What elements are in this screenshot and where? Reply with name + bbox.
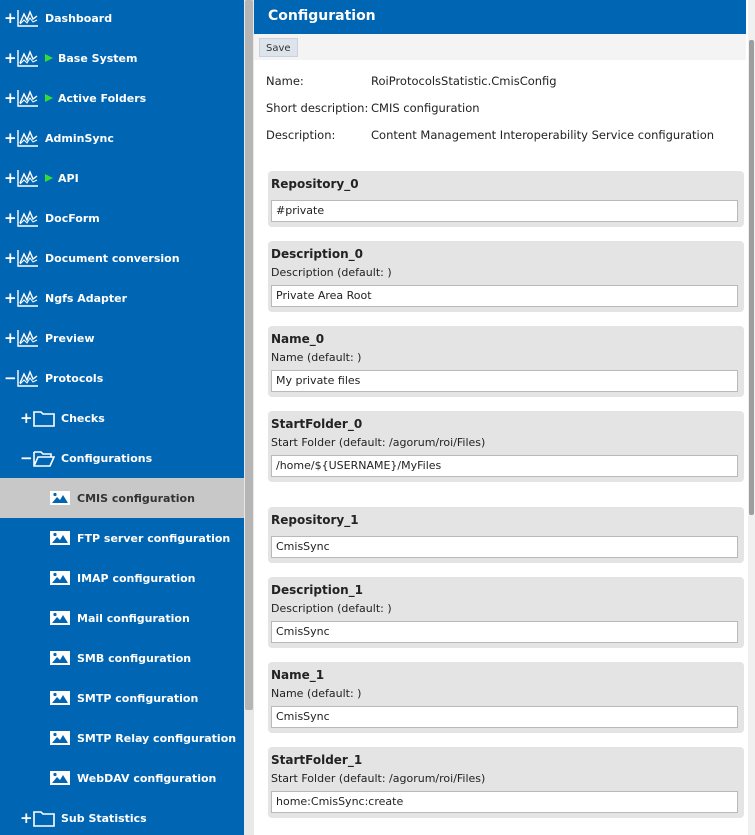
expand-toggle[interactable]: + — [4, 129, 17, 147]
line-chart-icon — [17, 249, 39, 267]
sidebar-item-active-folders[interactable] — [0, 78, 244, 118]
startfolder-1-input[interactable]: home:CmisSync:create — [271, 791, 738, 813]
sidebar-item-label: API — [58, 171, 79, 185]
expand-toggle[interactable]: + — [20, 409, 33, 427]
sidebar-item-configurations[interactable] — [0, 438, 244, 478]
description-1-input[interactable]: CmisSync — [271, 621, 738, 643]
line-chart-icon — [17, 289, 39, 307]
field-group-repository-1 — [268, 507, 744, 563]
sidebar-item-label: Ngfs Adapter — [45, 291, 128, 305]
main-scrollbar[interactable] — [748, 0, 755, 835]
save-button[interactable]: Save — [259, 38, 298, 57]
expand-toggle[interactable]: + — [4, 169, 17, 187]
field-title: Repository_0 — [271, 177, 359, 191]
expand-toggle[interactable]: + — [4, 289, 17, 307]
line-chart-icon — [17, 129, 39, 147]
sidebar-item-label: Preview — [45, 331, 95, 345]
sidebar-item-ftp-server-configuration[interactable] — [0, 518, 244, 558]
image-icon — [49, 650, 71, 666]
active-arrow-icon — [45, 54, 53, 62]
field-hint: Name (default: ) — [271, 351, 362, 364]
field-title: Description_1 — [271, 583, 363, 597]
field-group-description-0 — [268, 241, 744, 312]
toolbar — [254, 34, 746, 60]
sidebar-item-base-system[interactable] — [0, 38, 244, 78]
sidebar-item-label: Checks — [61, 411, 105, 425]
sidebar-item-label: Active Folders — [58, 91, 147, 105]
folder-icon — [33, 809, 55, 827]
field-title: Name_0 — [271, 332, 325, 346]
sidebar-item-adminsync[interactable] — [0, 118, 244, 158]
field-group-description-1 — [268, 577, 744, 648]
line-chart-icon — [17, 9, 39, 27]
sidebar-item-cmis-configuration[interactable] — [0, 478, 244, 518]
collapse-toggle[interactable]: − — [4, 369, 17, 387]
name-value: RoiProtocolsStatistic.CmisConfig — [371, 74, 557, 88]
field-title: Repository_1 — [271, 513, 359, 527]
sidebar-item-label: WebDAV configuration — [77, 771, 217, 785]
sidebar-item-label: SMB configuration — [77, 651, 192, 665]
sidebar-item-protocols[interactable] — [0, 358, 244, 398]
sidebar-item-docform[interactable] — [0, 198, 244, 238]
line-chart-icon — [17, 169, 39, 187]
image-icon — [49, 570, 71, 586]
line-chart-icon — [17, 329, 39, 347]
field-hint: Name (default: ) — [271, 687, 362, 700]
field-title: Description_0 — [271, 247, 363, 261]
short-description-value: CMIS configuration — [371, 101, 480, 115]
field-group-name-0 — [268, 326, 744, 397]
sidebar-item-preview[interactable] — [0, 318, 244, 358]
active-arrow-icon — [45, 174, 53, 182]
field-title: StartFolder_1 — [271, 753, 363, 767]
sidebar-item-smb-configuration[interactable] — [0, 638, 244, 678]
name-label: Name: — [266, 74, 304, 88]
sidebar-item-label: Dashboard — [45, 11, 113, 25]
field-title: StartFolder_0 — [271, 417, 363, 431]
image-icon — [49, 490, 71, 506]
sidebar — [0, 0, 244, 835]
sidebar-item-document-conversion[interactable] — [0, 238, 244, 278]
repository-1-input[interactable]: CmisSync — [271, 536, 738, 558]
image-icon — [49, 530, 71, 546]
sidebar-scrollbar-thumb[interactable] — [245, 0, 253, 710]
sidebar-item-label: Mail configuration — [77, 611, 190, 625]
active-arrow-icon — [45, 94, 53, 102]
sidebar-item-label: AdminSync — [45, 131, 114, 145]
description-0-input[interactable]: Private Area Root — [271, 285, 738, 307]
description-value: Content Management Interoperability Service configuration — [371, 128, 715, 142]
line-chart-icon — [17, 369, 39, 387]
sidebar-item-smtp-configuration[interactable] — [0, 678, 244, 718]
sidebar-item-label: CMIS configuration — [77, 491, 195, 505]
sidebar-item-label: IMAP configuration — [77, 571, 196, 585]
sidebar-item-label: FTP server configuration — [77, 531, 231, 545]
sidebar-item-label: SMTP Relay configuration — [77, 731, 237, 745]
sidebar-item-label: Document conversion — [45, 251, 180, 265]
sidebar-item-smtp-relay-configuration[interactable] — [0, 718, 244, 758]
page-title: Configuration — [254, 0, 746, 34]
sidebar-item-label: Base System — [58, 51, 138, 65]
sidebar-item-webdav-configuration[interactable] — [0, 758, 244, 798]
sidebar-item-ngfs-adapter[interactable] — [0, 278, 244, 318]
field-group-startfolder-1 — [268, 747, 744, 818]
field-title: Name_1 — [271, 668, 325, 682]
field-hint: Description (default: ) — [271, 602, 392, 615]
sidebar-item-dashboard[interactable] — [0, 0, 244, 38]
expand-toggle[interactable]: + — [4, 249, 17, 267]
sidebar-item-mail-configuration[interactable] — [0, 598, 244, 638]
sidebar-item-sub-statistics[interactable] — [0, 798, 244, 835]
expand-toggle[interactable]: + — [20, 809, 33, 827]
field-hint: Start Folder (default: /agorum/roi/Files) — [271, 436, 486, 449]
sidebar-item-label: SMTP configuration — [77, 691, 199, 705]
field-hint: Description (default: ) — [271, 266, 392, 279]
description-label: Description: — [266, 128, 336, 142]
sidebar-item-label: Protocols — [45, 371, 104, 385]
image-icon — [49, 770, 71, 786]
sidebar-item-api[interactable] — [0, 158, 244, 198]
line-chart-icon — [17, 89, 39, 107]
sidebar-item-label: Configurations — [61, 451, 153, 465]
folder-icon — [33, 409, 55, 427]
main-panel — [254, 0, 755, 835]
sidebar-scrollbar[interactable] — [244, 0, 254, 835]
expand-toggle[interactable]: + — [4, 9, 17, 27]
line-chart-icon — [17, 49, 39, 67]
image-icon — [49, 610, 71, 626]
sidebar-item-checks[interactable] — [0, 398, 244, 438]
main-scrollbar-thumb[interactable] — [749, 40, 754, 515]
name-1-input[interactable]: CmisSync — [271, 706, 738, 728]
image-icon — [49, 730, 71, 746]
sidebar-item-imap-configuration[interactable] — [0, 558, 244, 598]
name-0-input[interactable]: My private files — [271, 370, 738, 392]
field-group-repository-0 — [268, 171, 744, 227]
field-group-name-1 — [268, 662, 744, 733]
expand-toggle[interactable]: + — [4, 89, 17, 107]
short-description-label: Short description: — [266, 101, 369, 115]
repository-0-input[interactable]: #private — [271, 200, 738, 222]
expand-toggle[interactable]: + — [4, 329, 17, 347]
field-hint: Start Folder (default: /agorum/roi/Files) — [271, 772, 486, 785]
field-group-startfolder-0 — [268, 411, 744, 482]
expand-toggle[interactable]: + — [4, 209, 17, 227]
startfolder-0-input[interactable]: /home/${USERNAME}/MyFiles — [271, 455, 738, 477]
folder-open-icon — [33, 449, 55, 467]
image-icon — [49, 690, 71, 706]
sidebar-item-label: DocForm — [45, 211, 100, 225]
line-chart-icon — [17, 209, 39, 227]
collapse-toggle[interactable]: − — [20, 449, 33, 467]
expand-toggle[interactable]: + — [4, 49, 17, 67]
sidebar-item-label: Sub Statistics — [61, 811, 147, 825]
